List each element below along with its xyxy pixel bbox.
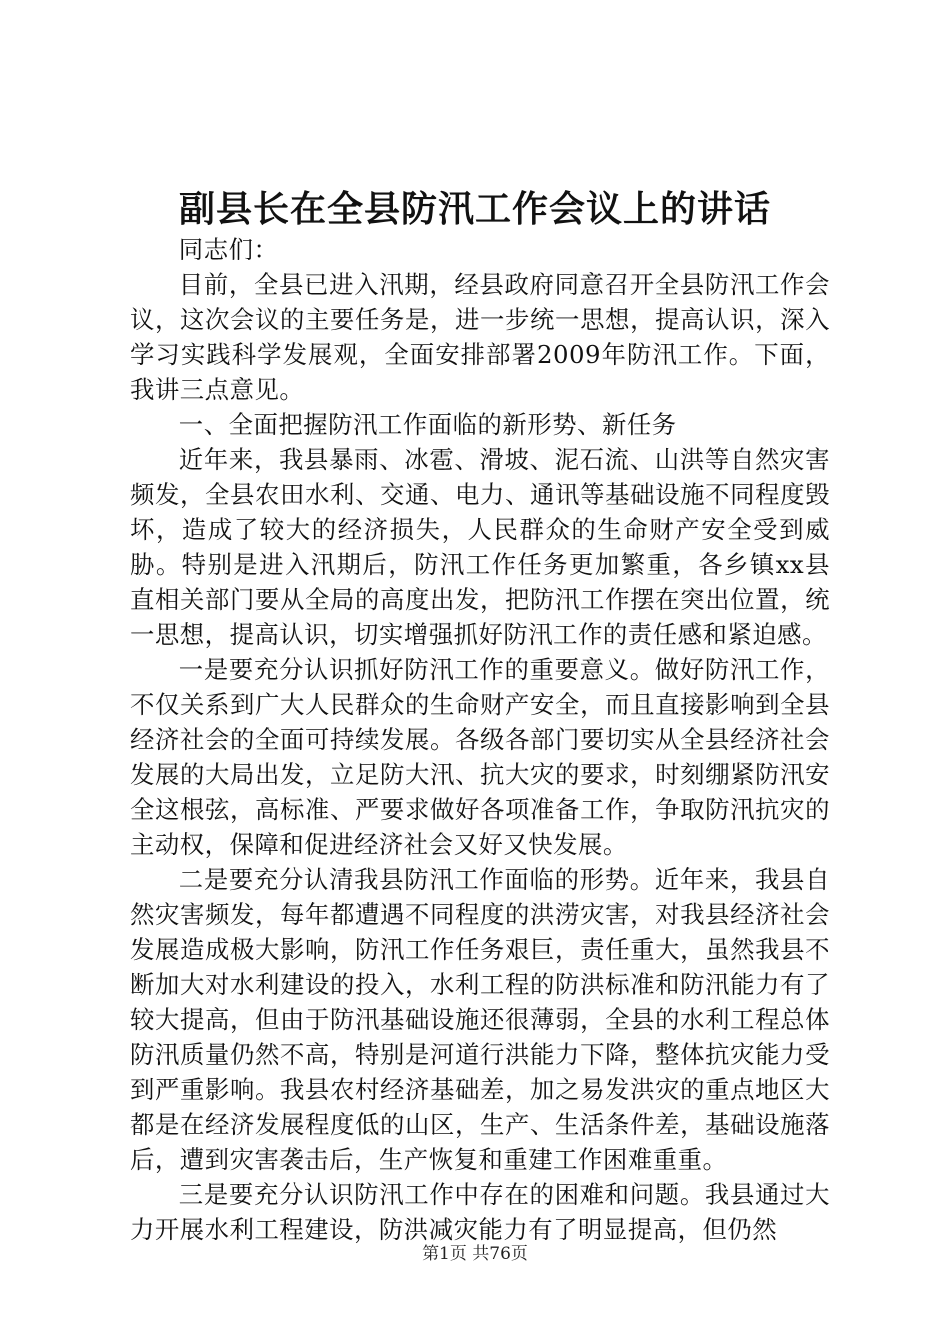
body-paragraph: 一是要充分认识抓好防汛工作的重要意义。做好防汛工作，不仅关系到广大人民群众的生命财产安全，而且直接影响到全县经济社会的全面可持续发展。各级各部门要切实从全县经济社会发展的大局出发，立足防大汛、抗大灾的要求，时刻绷紧防汛安全这根弦，高标准、严要求做好各项准备工作，争取防汛抗灾的主动权，保障和促进经济社会又好又快发展。 bbox=[130, 655, 830, 859]
document-title: 副县长在全县防汛工作会议上的讲话 bbox=[178, 188, 771, 230]
body-paragraph: 三是要充分认识防汛工作中存在的困难和问题。我县通过大力开展水利工程建设，防洪减灾能力有了明显提高，但仍然 bbox=[130, 1180, 830, 1244]
intro-paragraph: 目前，全县已进入汛期，经县政府同意召开全县防汛工作会议，这次会议的主要任务是，进一步统一思想，提高认识，深入学习实践科学发展观，全面安排部署2009年防汛工作。下面，我讲三点意见。 bbox=[130, 270, 830, 404]
document-body bbox=[130, 232, 830, 1247]
salutation-paragraph: 同志们： bbox=[178, 235, 279, 264]
body-paragraph: 近年来，我县暴雨、冰雹、滑坡、泥石流、山洪等自然灾害频发，全县农田水利、交通、电力、通讯等基础设施不同程度毁坏，造成了较大的经济损失，人民群众的生命财产安全受到威胁。特别是进入汛期后，防汛工作任务更加繁重，各乡镇xx县直相关部门要从全局的高度出发，把防汛工作摆在突出位置，统一思想，提高认识，切实增强抓好防汛工作的责任感和紧迫感。 bbox=[130, 445, 830, 649]
section-heading: 一、全面把握防汛工作面临的新形势、新任务 bbox=[178, 410, 677, 439]
body-paragraph: 二是要充分认清我县防汛工作面临的形势。近年来，我县自然灾害频发，每年都遭遇不同程度的洪涝灾害，对我县经济社会发展造成极大影响，防汛工作任务艰巨，责任重大，虽然我县不断加大对水利建设的投入，水利工程的防洪标准和防汛能力有了较大提高，但由于防汛基础设施还很薄弱，全县的水利工程总体防汛质量仍然不高，特别是河道行洪能力下降，整体抗灾能力受到严重影响。我县农村经济基础差，加之易发洪灾的重点地区大都是在经济发展程度低的山区，生产、生活条件差，基础设施落后，遭到灾害袭击后，生产恢复和重建工作困难重重。 bbox=[130, 865, 830, 1174]
page-number-footer: 第1页 共76页 bbox=[422, 1244, 528, 1264]
